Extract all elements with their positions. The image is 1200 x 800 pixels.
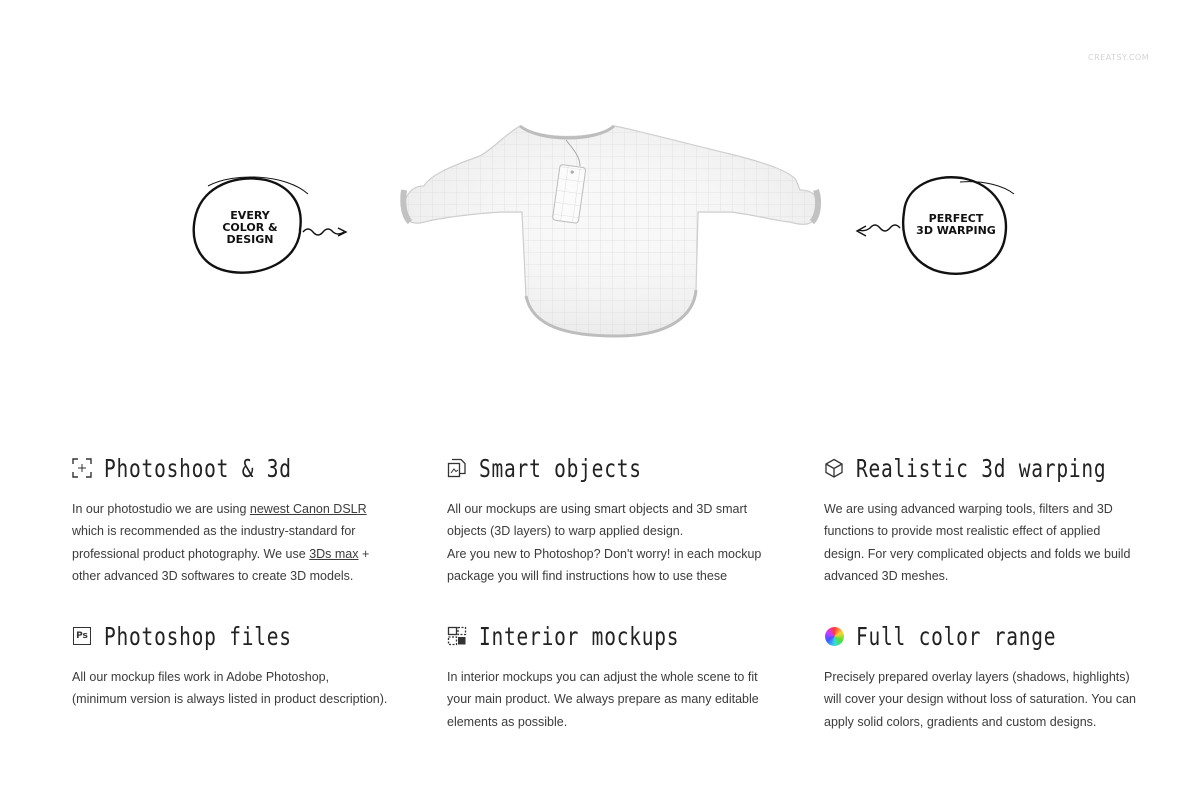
description-text: (minimum version is always listed in product description). bbox=[72, 692, 388, 707]
description-line bbox=[824, 666, 1144, 688]
photoshop-icon bbox=[72, 626, 92, 646]
focus-frame-icon bbox=[72, 458, 92, 478]
interior-layout-icon bbox=[447, 626, 467, 646]
callout-right-line: 3D WARPING bbox=[916, 224, 996, 237]
description-line bbox=[447, 543, 777, 565]
feature-full-color-range bbox=[824, 618, 1144, 733]
watermark: CREATSY.COM bbox=[1088, 53, 1150, 62]
description-text: functions to provide most realistic effect of applied bbox=[824, 524, 1101, 539]
feature-title: Realistic 3d warping bbox=[856, 453, 1107, 483]
feature-description bbox=[824, 666, 1144, 733]
description-line bbox=[72, 543, 402, 565]
description-line bbox=[447, 565, 777, 587]
feature-title: Full color range bbox=[856, 621, 1057, 651]
description-line bbox=[824, 565, 1144, 587]
callout-left-line: DESIGN bbox=[226, 233, 274, 246]
description-text: We are using advanced warping tools, filters and 3D bbox=[824, 502, 1113, 516]
description-line bbox=[447, 498, 777, 520]
feature-realistic-warping bbox=[824, 450, 1144, 588]
description-line bbox=[447, 666, 777, 688]
description-text: package you will find instructions how to use these bbox=[447, 569, 728, 584]
description-text: your main product. We always prepare as many editable bbox=[447, 692, 759, 707]
description-line bbox=[72, 520, 402, 542]
description-text: apply solid colors, gradients and custom designs. bbox=[824, 714, 1097, 729]
description-line bbox=[824, 711, 1144, 733]
description-line bbox=[72, 498, 402, 520]
description-line bbox=[72, 666, 402, 688]
description-line bbox=[824, 498, 1144, 520]
description-line bbox=[447, 688, 777, 710]
description-line bbox=[824, 688, 1144, 710]
callout-right-line: PERFECT bbox=[928, 212, 984, 225]
color-wheel-icon bbox=[824, 626, 844, 646]
description-text: advanced 3D meshes. bbox=[824, 569, 949, 584]
feature-interior-mockups bbox=[447, 618, 777, 733]
description-link[interactable]: 3Ds max bbox=[309, 546, 359, 561]
description-line bbox=[72, 565, 402, 587]
feature-title: Photoshoot & 3d bbox=[104, 453, 292, 483]
description-line bbox=[447, 711, 777, 733]
description-text: Precisely prepared overlay layers (shadows, highlights) bbox=[824, 670, 1130, 684]
feature-smart-objects bbox=[447, 450, 777, 588]
feature-title: Smart objects bbox=[479, 453, 642, 483]
feature-description bbox=[824, 498, 1144, 588]
description-text: In interior mockups you can adjust the whole scene to fit bbox=[447, 670, 758, 684]
description-line bbox=[72, 688, 402, 710]
cube-icon bbox=[824, 458, 844, 478]
feature-photoshop-files bbox=[72, 618, 402, 711]
description-text: All our mockup files work in Adobe Photoshop, bbox=[72, 670, 330, 684]
photoshop-icon-label: Ps bbox=[73, 627, 91, 645]
callout-left-line: EVERY bbox=[230, 209, 270, 222]
description-text: will cover your design without loss of saturation. You can bbox=[824, 692, 1136, 707]
feature-description bbox=[447, 498, 777, 588]
callout-left-line: COLOR & bbox=[222, 221, 278, 234]
description-line bbox=[824, 520, 1144, 542]
description-line bbox=[447, 520, 777, 542]
description-text: objects (3D layers) to warp applied design. bbox=[447, 524, 684, 539]
description-text: elements as possible. bbox=[447, 714, 568, 729]
feature-title: Interior mockups bbox=[479, 621, 680, 651]
description-link[interactable]: newest Canon DSLR bbox=[249, 502, 367, 516]
description-line bbox=[824, 543, 1144, 565]
smart-object-icon bbox=[447, 458, 467, 478]
feature-photoshoot bbox=[72, 450, 402, 588]
description-text: + bbox=[358, 546, 370, 561]
description-text: which is recommended as the industry-standard for bbox=[72, 524, 356, 539]
description-text: All our mockups are using smart objects and 3D smart bbox=[447, 502, 748, 516]
description-text: In our photostudio we are using bbox=[72, 502, 250, 516]
description-text: professional product photography. We use bbox=[72, 546, 310, 561]
description-text: design. For very complicated objects and folds we build bbox=[824, 546, 1131, 561]
feature-description bbox=[72, 498, 402, 588]
feature-title: Photoshop files bbox=[104, 621, 292, 651]
description-text: other advanced 3D softwares to create 3D models. bbox=[72, 569, 354, 584]
description-text: Are you new to Photoshop? Don't worry! in each mockup bbox=[447, 546, 762, 561]
feature-description bbox=[447, 666, 777, 733]
feature-description bbox=[72, 666, 402, 711]
